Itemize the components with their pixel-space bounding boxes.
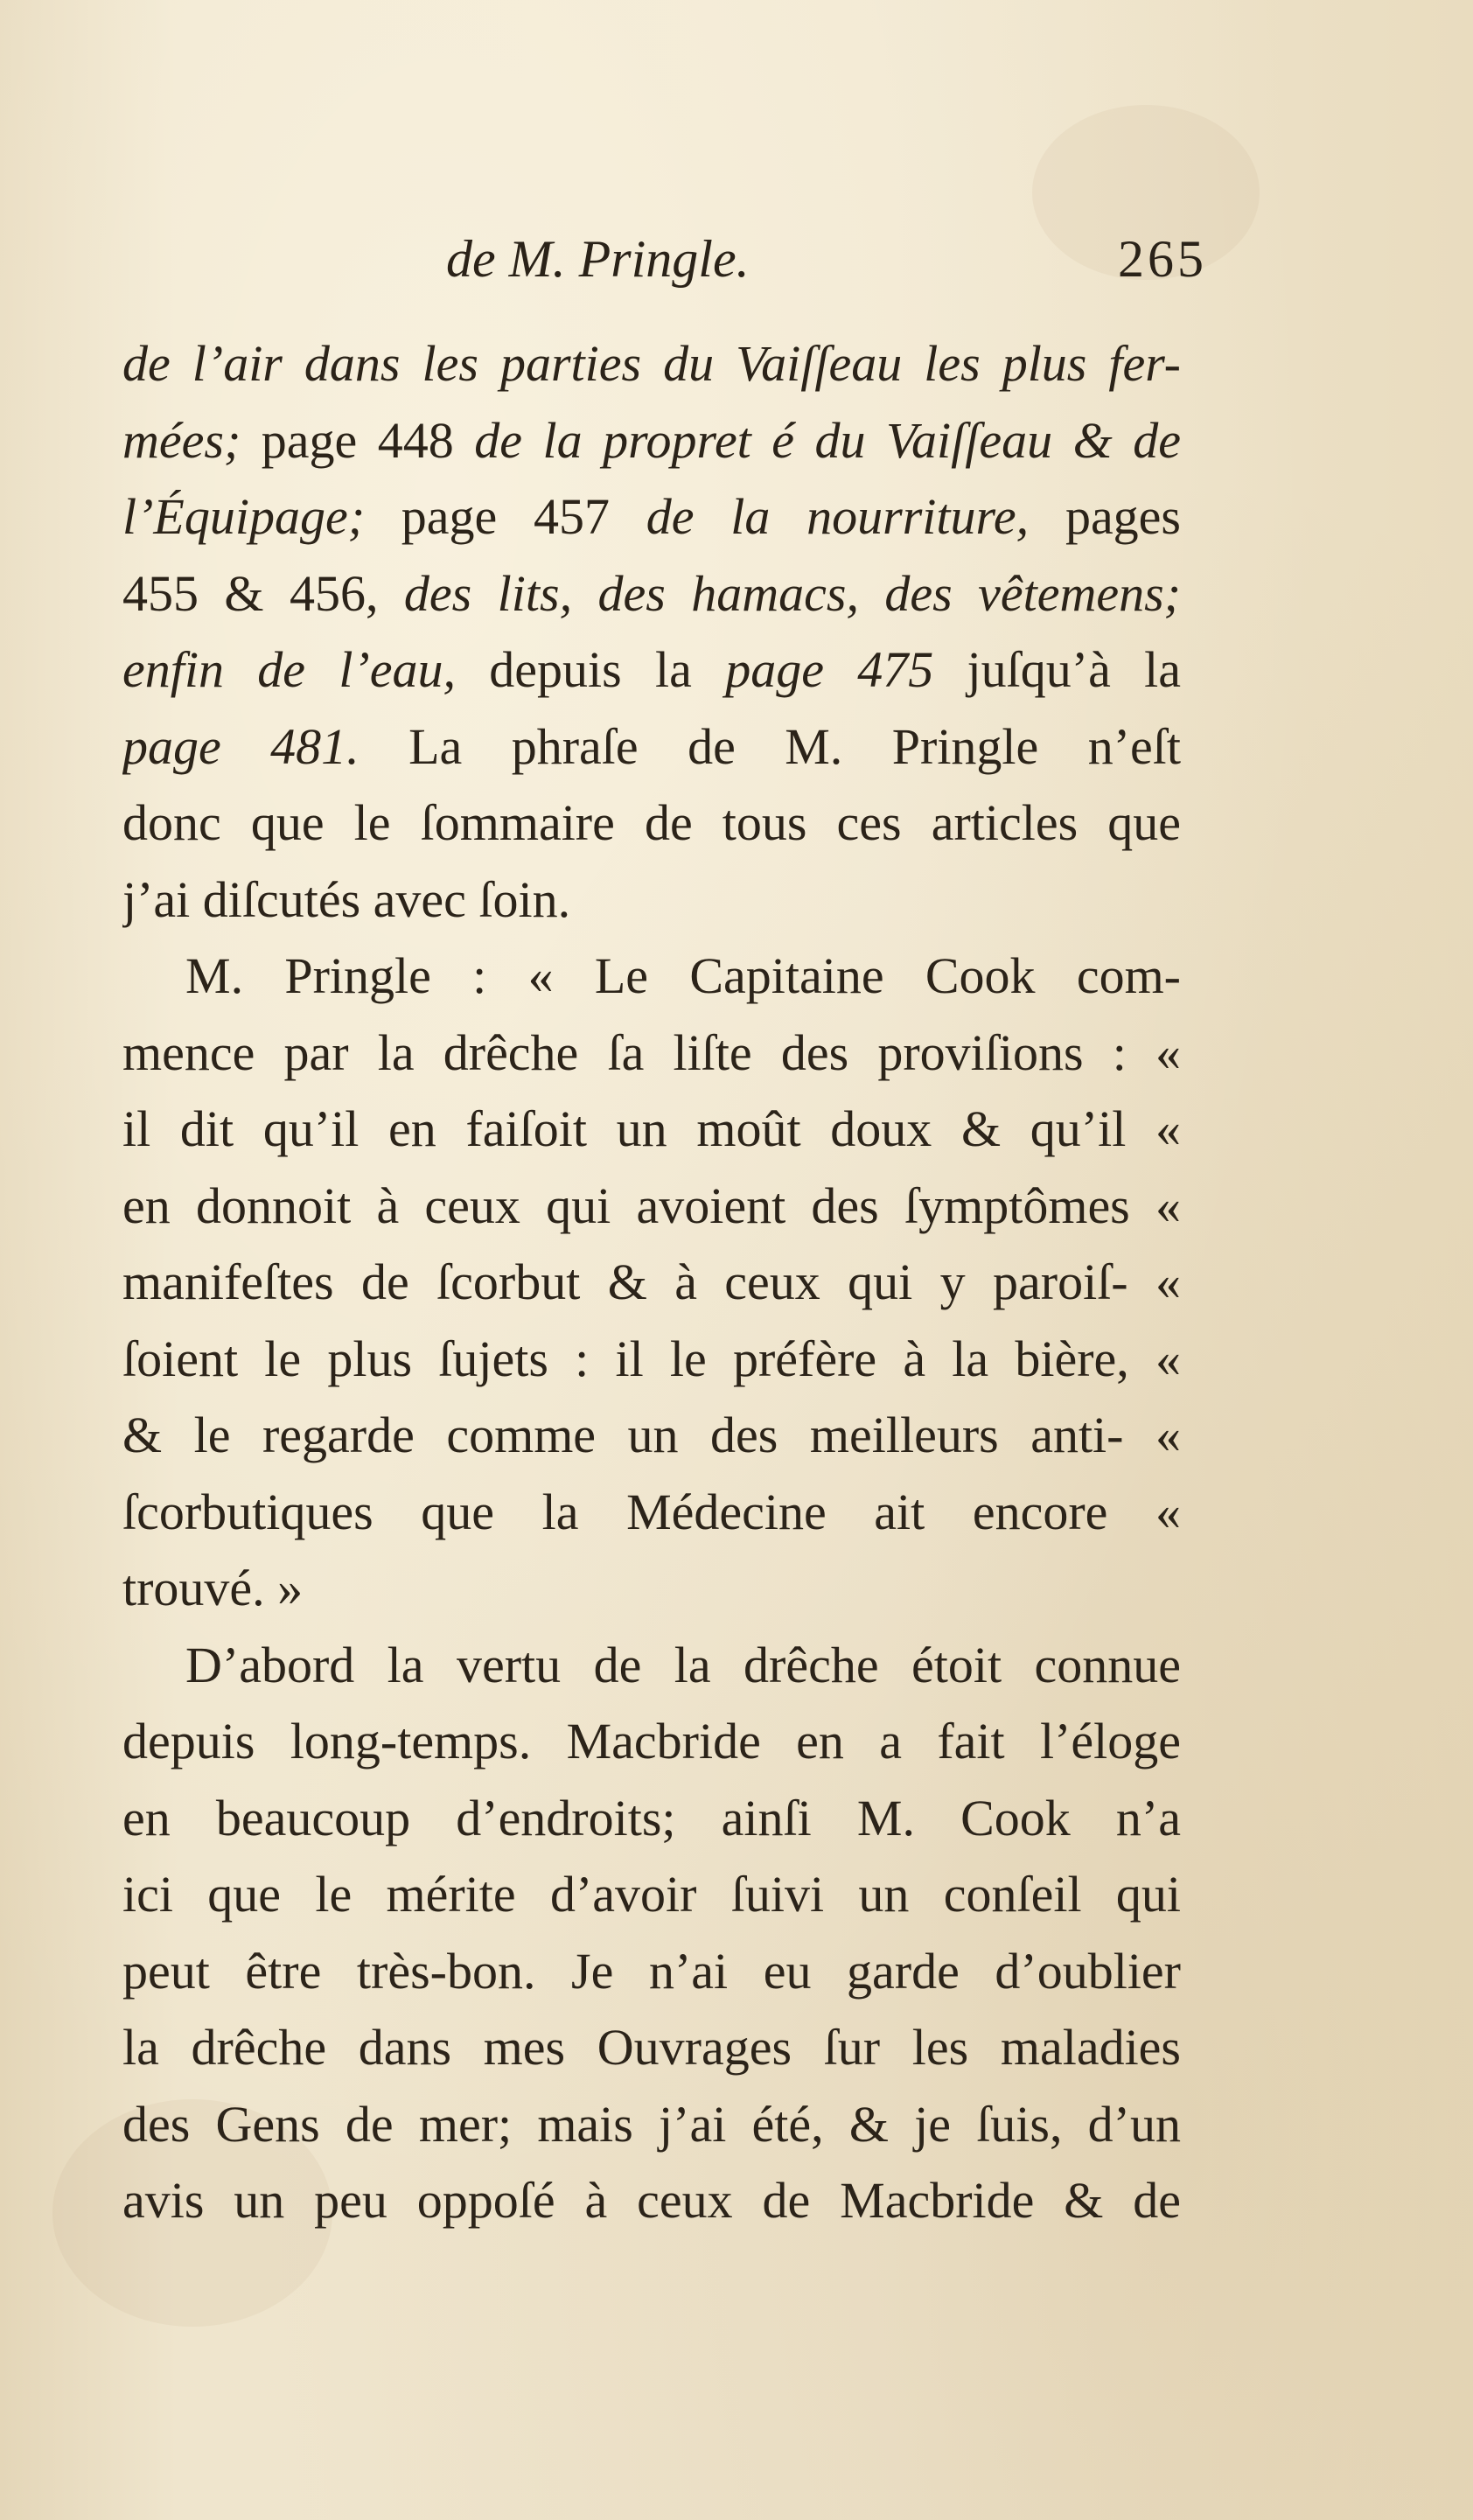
roman-text: des Gens de mer; mais j’ai été, & je ſuis, d’un [122, 2095, 1181, 2153]
roman-text: avis un peu oppoſé à ceux de Macbride & de [122, 2172, 1181, 2229]
text-line [122, 1397, 1181, 1474]
text-line [122, 632, 1181, 709]
roman-text: donc que le ſommaire de tous ces articles que [122, 794, 1181, 851]
text-line [122, 1015, 1181, 1092]
text-line [122, 1321, 1181, 1398]
roman-text: juſqu’à la [933, 641, 1181, 698]
italic-text: page 475 [725, 641, 934, 698]
italic-text: de la propret é du Vaiſſeau & de [474, 411, 1181, 469]
page-number: 265 [1118, 230, 1207, 288]
text-line [122, 1168, 1181, 1245]
roman-text: depuis la [456, 641, 726, 698]
text-line [122, 555, 1181, 632]
roman-text: trouvé. » [122, 1560, 304, 1616]
text-line [122, 938, 1181, 1015]
italic-text: de la nourriture, [646, 488, 1030, 545]
italic-text: des lits, des hamacs, des vêtemens; [403, 564, 1181, 622]
body-text [122, 325, 1181, 2239]
roman-text: La phraſe de M. Pringle n’eſt [359, 717, 1181, 775]
text-line [122, 1703, 1181, 1780]
text-line [122, 1780, 1181, 1857]
text-line [122, 785, 1181, 862]
roman-text: il dit qu’il en faiſoit un moût doux & qu’il « [122, 1100, 1181, 1157]
roman-text: & le regarde comme un des meilleurs anti- « [122, 1407, 1181, 1463]
roman-text: ici que le mérite d’avoir ſuivi un conſeil qui [122, 1866, 1181, 1923]
roman-text: peut être très-bon. Je n’ai eu garde d’oublier [122, 1942, 1181, 2000]
roman-text: ſoient le plus ſujets : il le préfère à la bière, « [122, 1330, 1181, 1387]
text-line [122, 862, 1181, 939]
roman-text: manifeſtes de ſcorbut & à ceux qui y paroiſ- « [122, 1253, 1181, 1310]
roman-text: D’abord la vertu de la drêche étoit connue [185, 1636, 1181, 1693]
roman-text: depuis long-temps. Macbride en a fait l’éloge [122, 1713, 1181, 1770]
text-line [122, 2086, 1181, 2163]
text-line [122, 709, 1181, 785]
text-line [122, 1091, 1181, 1168]
roman-text: ſcorbutiques que la Médecine ait encore « [122, 1483, 1181, 1540]
roman-text: en beaucoup d’endroits; ainſi M. Cook n’a [122, 1789, 1181, 1846]
italic-text: mées; [122, 411, 241, 469]
text-line [122, 1244, 1181, 1321]
text-line [122, 1627, 1181, 1704]
text-line [122, 1933, 1181, 2010]
page-header [122, 229, 1207, 299]
text-line [122, 478, 1181, 555]
text-line [122, 2009, 1181, 2086]
italic-text: page 481. [122, 717, 360, 775]
text-line [122, 1550, 1181, 1627]
roman-text: la drêche dans mes Ouvrages ſur les maladies [122, 2019, 1181, 2076]
italic-text: enfin de l’eau, [122, 641, 456, 698]
text-line [122, 1856, 1181, 1933]
text-line [122, 2162, 1181, 2239]
roman-text: en donnoit à ceux qui avoient des ſymptômes « [122, 1176, 1181, 1234]
italic-text: de l’air dans les parties du Vaiſſeau les plus fer- [122, 335, 1181, 392]
roman-text: 455 & 456, [122, 564, 404, 622]
roman-text: page 448 [241, 411, 475, 469]
running-title: de M. Pringle. [446, 230, 750, 288]
text-line [122, 402, 1181, 479]
roman-text: mence par la drêche ſa liſte des proviſions : « [122, 1023, 1181, 1081]
roman-text: j’ai diſcutés avec ſoin. [122, 870, 571, 928]
roman-text: M. Pringle : « Le Capitaine Cook com- [185, 947, 1181, 1004]
italic-text: l’Équipage; [122, 488, 366, 545]
roman-text: page 457 [365, 488, 646, 545]
text-line [122, 325, 1181, 402]
roman-text: pages [1029, 488, 1181, 545]
text-line [122, 1474, 1181, 1551]
